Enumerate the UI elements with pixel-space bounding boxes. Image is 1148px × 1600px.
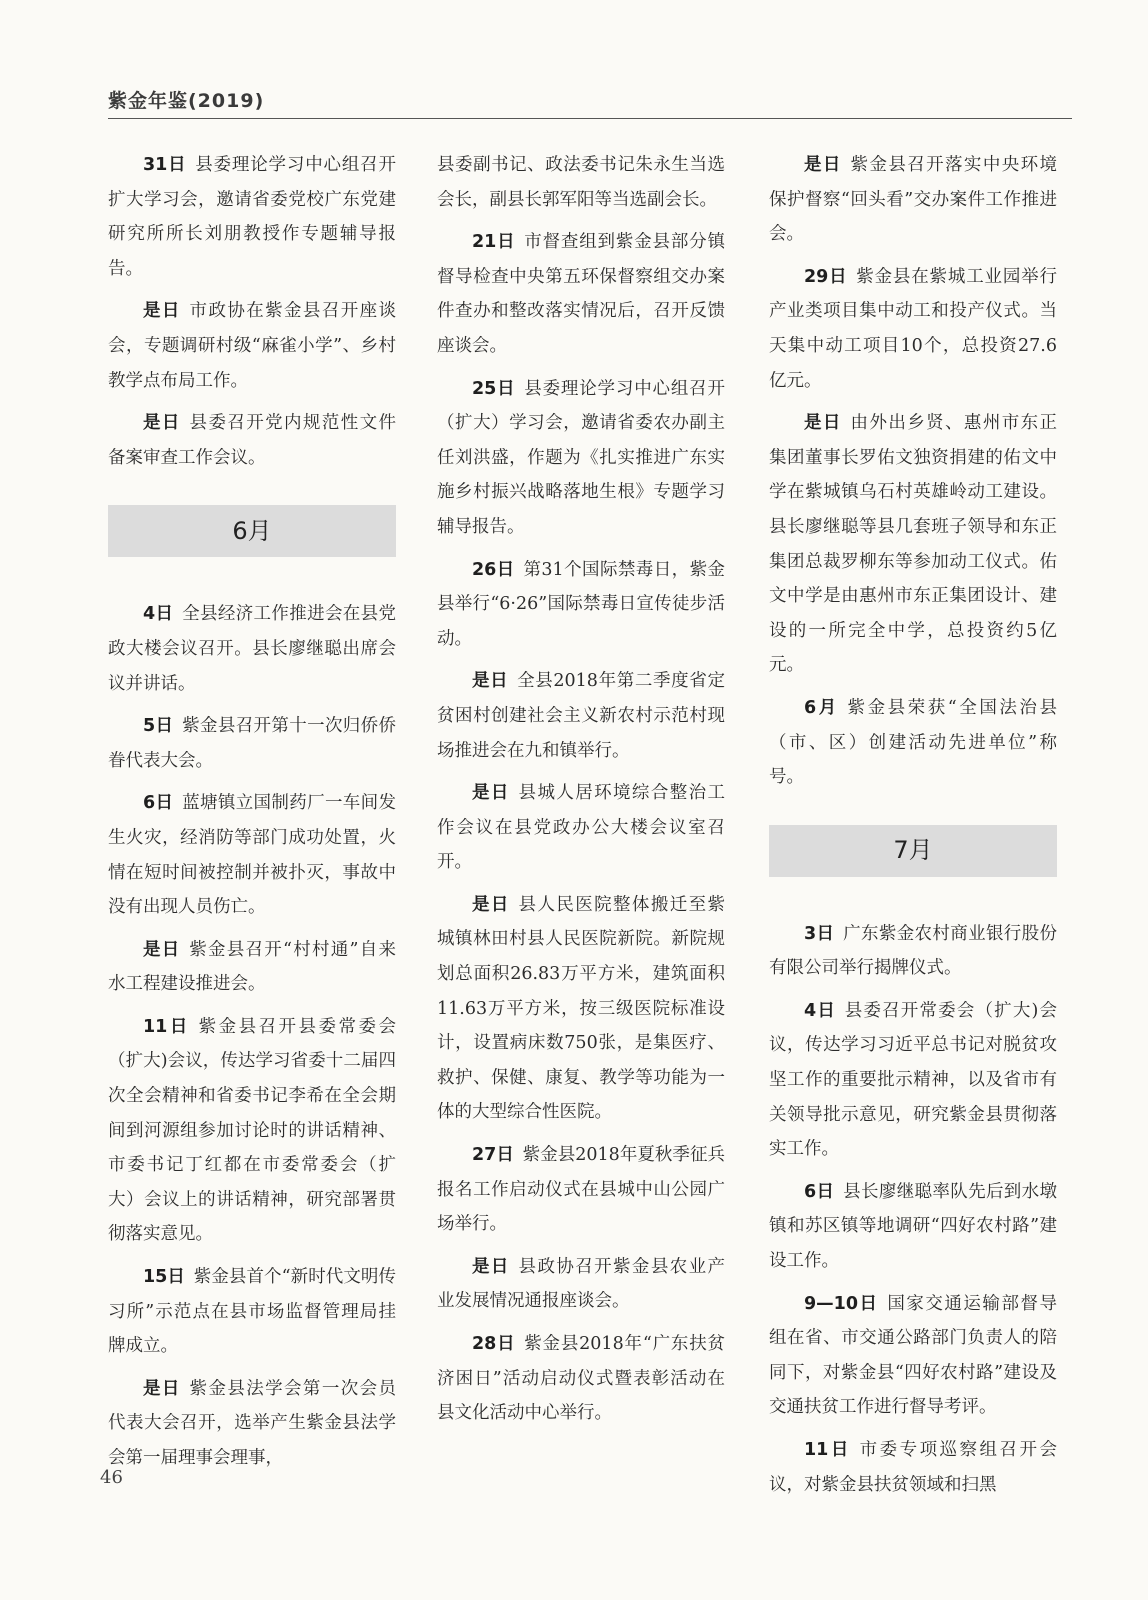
chronicle-entry xyxy=(108,1372,396,1476)
entry-date: 6月 xyxy=(804,697,839,718)
entry-date: 是日 xyxy=(472,671,509,692)
entry-text: 蓝塘镇立国制药厂一车间发生火灾，经消防等部门成功处置，火情在短时间被控制并被扑灭，事故中没有出现人员伤亡。 xyxy=(108,793,397,918)
chronicle-entry xyxy=(108,786,396,924)
entry-text: 紫金县召开县委常委会（扩大)会议，传达学习省委十二届四次全会精神和省委书记李希在全会期间到河源组参加讨论时的讲话精神、市委书记丁红都在市委常委会（扩大）会议上的讲话精神，研究部署贯彻落实意见。 xyxy=(108,1016,397,1245)
entry-list xyxy=(769,148,1057,795)
entry-date: 是日 xyxy=(472,783,510,804)
chronicle-entry xyxy=(108,597,396,701)
chronicle-entry xyxy=(769,406,1057,683)
entry-text: 县城人居环境综合整治工作会议在县党政办公大楼会议室召开。 xyxy=(437,783,726,873)
entry-date: 3日 xyxy=(804,923,835,944)
entry-text: 市委专项巡察组召开会议，对紫金县扶贫领域和扫黑 xyxy=(769,1440,1058,1495)
entry-date: 6日 xyxy=(143,793,174,814)
chronicle-entry xyxy=(437,776,725,880)
entry-date: 11日 xyxy=(143,1016,190,1037)
entry-text: 紫金县2018年“广东扶贫济困日”活动启动仪式暨表彰活动在县文化活动中心举行。 xyxy=(437,1334,726,1424)
chronicle-entry xyxy=(108,933,396,1002)
entry-date: 是日 xyxy=(143,939,181,960)
entry-text: 紫金县首个“新时代文明传习所”示范点在县市场监督管理局挂牌成立。 xyxy=(108,1267,396,1357)
entry-text: 县委理论学习中心组召开扩大学习会，邀请省委党校广东党建研究所所长刘朋教授作专题辅导报告。 xyxy=(108,155,397,279)
chronicle-entry xyxy=(769,260,1057,398)
entry-text: 第31个国际禁毒日，紫金县举行“6·26”国际禁毒日宣传徒步活动。 xyxy=(437,559,725,649)
chronicle-entry xyxy=(108,1260,396,1364)
chronicle-entry xyxy=(108,294,396,398)
entry-date: 25日 xyxy=(472,378,516,399)
entry-text: 由外出乡贤、惠州市东正集团董事长罗佑文独资捐建的佑文中学在紫城镇乌石村英雄岭动工建设。县长廖继聪等县几套班子领导和东正集团总裁罗柳东等参加动工仪式。佑文中学是由惠州市东正集团设计、建设的一所完全中学，总投资约5亿元。 xyxy=(769,413,1058,676)
entry-date: 15日 xyxy=(143,1267,185,1288)
entry-text: 紫金县召开“村村通”自来水工程建设推进会。 xyxy=(108,939,396,995)
chronicle-entry xyxy=(108,709,396,778)
page-number: 46 xyxy=(100,1467,123,1488)
entry-text: 县委召开常委会（扩大)会议，传达学习习近平总书记对脱贫攻坚工作的重要批示精神，以及省市有关领导批示意见，研究紫金县贯彻落实工作。 xyxy=(769,1000,1057,1160)
entry-text: 紫金县在紫城工业园举行产业类项目集中动工和投产仪式。当天集中动工项目10个，总投资27.6亿元。 xyxy=(769,266,1058,391)
column-2 xyxy=(437,148,725,1439)
entry-text: 县长廖继聪率队先后到水墩镇和苏区镇等地调研“四好农村路”建设工作。 xyxy=(769,1181,1058,1272)
entry-text: 紫金县召开第十一次归侨侨眷代表大会。 xyxy=(108,716,397,771)
chronicle-entry xyxy=(769,917,1057,986)
entry-text: 全县2018年第二季度省定贫困村创建社会主义新农村示范村现场推进会在九和镇举行。 xyxy=(437,671,725,761)
chronicle-entry xyxy=(437,148,725,217)
entry-text: 县人民医院整体搬迁至紫城镇林田村县人民医院新院。新院规划总面积26.83万平方米，建筑面积11.63万平方米，按三级医院标准设计，设置病床数750张，是集医疗、救护、保健、康复、教学等功能为一体的大型综合性医院。 xyxy=(437,894,726,1123)
chronicle-entry xyxy=(437,372,725,545)
chronicle-entry xyxy=(769,148,1057,252)
entry-date: 是日 xyxy=(472,1256,510,1277)
chronicle-entry xyxy=(769,994,1057,1167)
entry-date: 5日 xyxy=(143,716,174,737)
chronicle-entry xyxy=(437,888,725,1130)
entry-date: 4日 xyxy=(804,1000,837,1021)
entry-text: 市政协在紫金县召开座谈会，专题调研村级“麻雀小学”、乡村教学点布局工作。 xyxy=(108,301,397,391)
entry-text: 紫金县召开落实中央环境保护督察“回头看”交办案件工作推进会。 xyxy=(769,155,1058,245)
month-heading-june: 6月 xyxy=(108,505,396,557)
entry-date: 21日 xyxy=(472,232,516,253)
chronicle-entry xyxy=(108,148,396,286)
entry-date: 28日 xyxy=(472,1334,516,1354)
entry-date: 31日 xyxy=(143,155,187,175)
chronicle-entry xyxy=(437,664,725,768)
entry-list xyxy=(769,917,1057,1503)
entry-date: 是日 xyxy=(472,894,510,915)
entry-text: 县政协召开紫金县农业产业发展情况通报座谈会。 xyxy=(437,1256,726,1312)
chronicle-entry xyxy=(108,406,396,475)
entry-text: 县委召开党内规范性文件备案审查工作会议。 xyxy=(108,413,397,468)
entry-date: 是日 xyxy=(804,413,842,434)
column-3 xyxy=(769,148,1057,1510)
running-header: 紫金年鉴(2019) xyxy=(108,90,265,112)
chronicle-entry xyxy=(437,1138,725,1242)
entry-date: 是日 xyxy=(143,301,181,322)
chronicle-entry xyxy=(437,1250,725,1319)
entry-date: 4日 xyxy=(143,604,174,625)
entry-list xyxy=(108,597,396,1475)
entry-date: 是日 xyxy=(804,155,842,175)
entry-text: 紫金县法学会第一次会员代表大会召开，选举产生紫金县法学会第一届理事会理事， xyxy=(108,1378,397,1468)
entry-date: 27日 xyxy=(472,1145,514,1166)
entry-list xyxy=(108,148,396,475)
chronicle-entry xyxy=(108,1010,396,1252)
entry-text: 市督查组到紫金县部分镇督导检查中央第五环保督察组交办案件查办和整改落实情况后，召开反馈座谈会。 xyxy=(437,232,726,356)
entry-text: 县委理论学习中心组召开（扩大）学习会，邀请省委农办副主任刘洪盛，作题为《扎实推进广东实施乡村振兴战略落地生根》专题学习辅导报告。 xyxy=(437,378,726,537)
chronicle-entry xyxy=(769,1433,1057,1502)
header-rule xyxy=(108,118,1072,119)
entry-text: 紫金县2018年夏秋季征兵报名工作启动仪式在县城中山公园广场举行。 xyxy=(437,1145,725,1235)
entry-date: 29日 xyxy=(804,266,848,287)
chronicle-entry xyxy=(437,553,725,657)
column-1 xyxy=(108,148,396,1484)
entry-text: 紫金县荣获“全国法治县（市、区）创建活动先进单位”称号。 xyxy=(769,697,1057,788)
chronicle-entry xyxy=(437,1327,725,1431)
chronicle-entry xyxy=(437,225,725,363)
chronicle-entry xyxy=(769,1287,1057,1425)
entry-date: 11日 xyxy=(804,1440,851,1460)
entry-text: 县委副书记、政法委书记朱永生当选会长，副县长郭军阳等当选副会长。 xyxy=(437,155,725,210)
entry-date: 6日 xyxy=(804,1181,835,1202)
chronicle-entry xyxy=(769,691,1057,795)
entry-date: 是日 xyxy=(143,413,181,434)
entry-text: 国家交通运输部督导组在省、市交通公路部门负责人的陪同下，对紫金县“四好农村路”建设及交通扶贫工作进行督导考评。 xyxy=(769,1293,1058,1418)
entry-date: 26日 xyxy=(472,559,515,580)
entry-date: 9—10日 xyxy=(804,1293,879,1314)
entry-text: 广东紫金农村商业银行股份有限公司举行揭牌仪式。 xyxy=(769,923,1058,979)
month-heading-july: 7月 xyxy=(769,825,1057,877)
entry-text: 全县经济工作推进会在县党政大楼会议召开。县长廖继聪出席会议并讲话。 xyxy=(108,604,397,694)
chronicle-entry xyxy=(769,1175,1057,1279)
entry-date: 是日 xyxy=(143,1378,181,1399)
entry-list xyxy=(437,148,725,1431)
